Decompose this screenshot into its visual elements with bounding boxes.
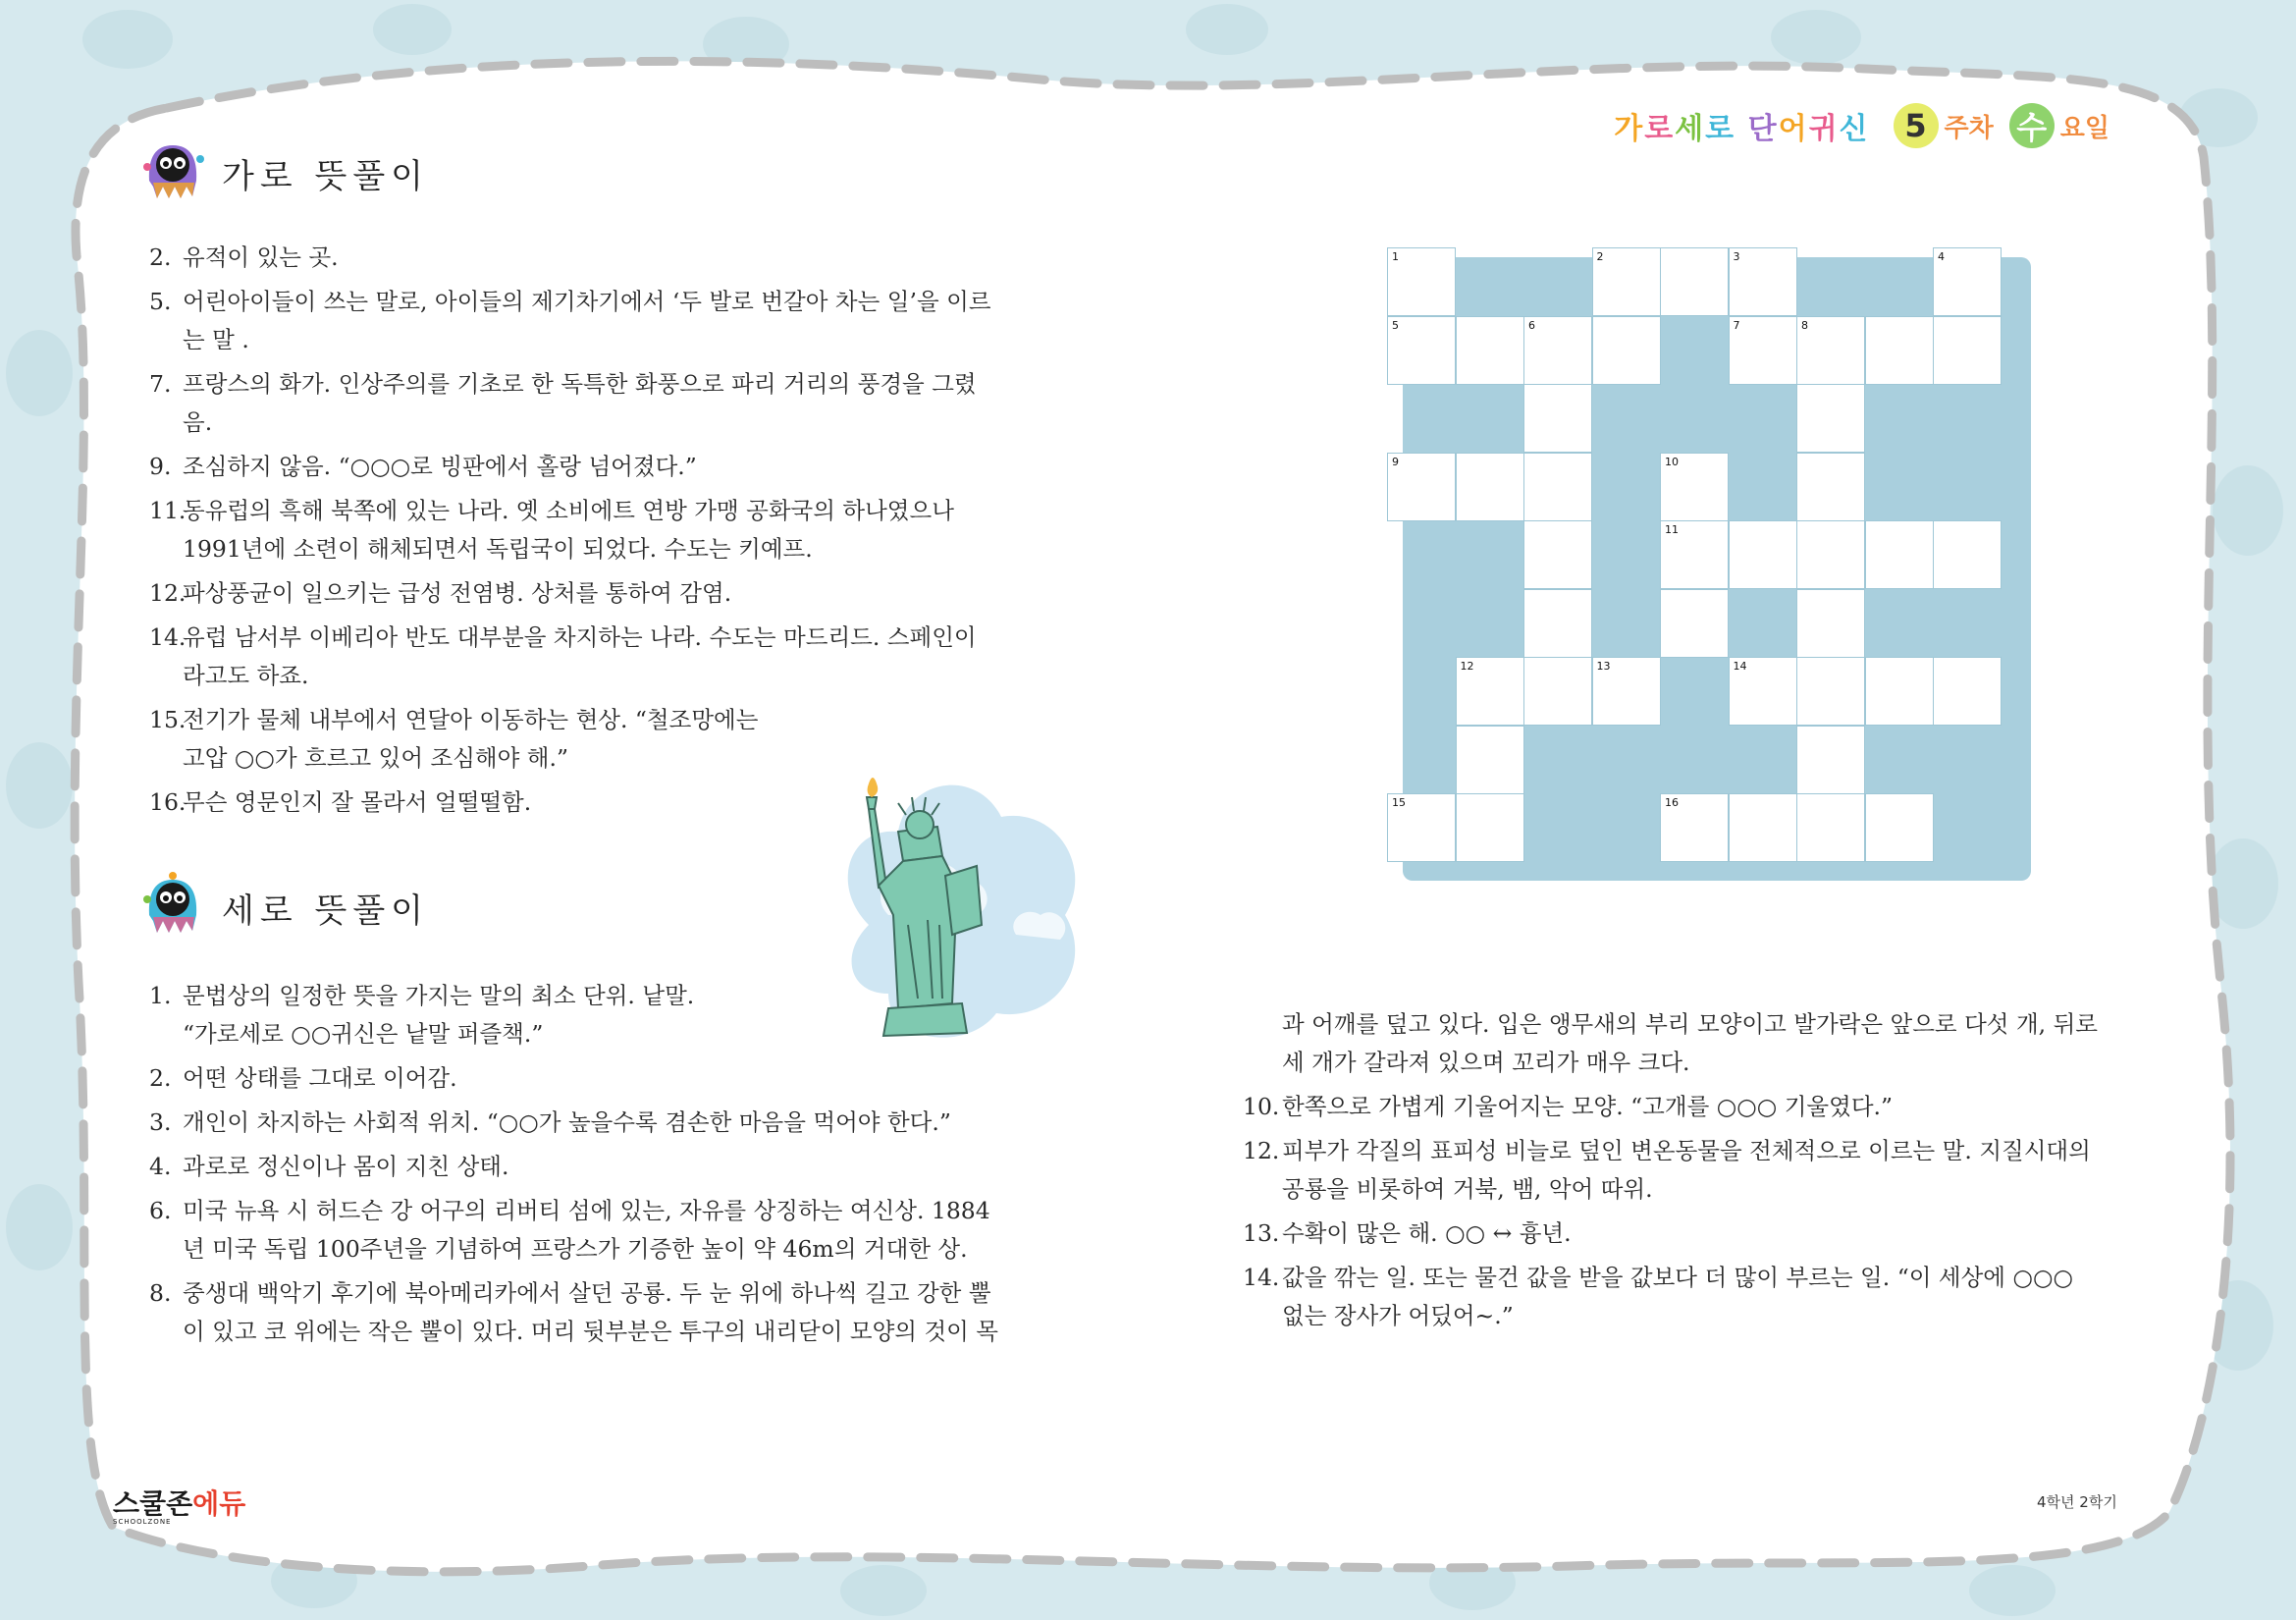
- crossword-cell[interactable]: [1523, 316, 1592, 385]
- across-clue-2: 2. 유적이 있는 곳.: [149, 243, 339, 271]
- cell-number: 9: [1392, 455, 1399, 468]
- cell-number: 7: [1733, 318, 1740, 332]
- cell-number: 1: [1392, 250, 1399, 263]
- crossword-cell[interactable]: [1796, 316, 1865, 385]
- down-clue-13: 13. 수확이 많은 해. ○○ ↔ 흉년.: [1243, 1219, 1572, 1247]
- crossword-cell[interactable]: [1660, 589, 1729, 658]
- down-clue-10: 10. 한쪽으로 가볍게 기울어지는 모양. “고개를 ○○○ 기울였다.”: [1243, 1093, 1894, 1120]
- crossword-cell[interactable]: [1865, 657, 1934, 726]
- cell-number: 5: [1392, 318, 1399, 332]
- crossword-cell[interactable]: [1523, 384, 1592, 453]
- crossword-cell[interactable]: [1592, 316, 1661, 385]
- crossword-cell[interactable]: [1523, 453, 1592, 521]
- across-clue-15: 15. 전기가 물체 내부에서 연달아 이동하는 현상. “철조망에는 고압 ○○가 흐르고 있어 조심해야 해.”: [149, 706, 759, 772]
- down-clue-12: 12. 피부가 각질의 표피성 비늘로 덮인 변온동물을 전체적으로 이르는 말. 지질시대의 공룡을 비롯하여 거북, 뱀, 악어 따위.: [1243, 1137, 2091, 1203]
- across-clue-14: 14. 유럽 남서부 이베리아 반도 대부분을 차지하는 나라. 수도는 마드리드. 스페인이 라고도 하죠.: [149, 623, 977, 689]
- crossword-cell[interactable]: [1523, 589, 1592, 658]
- across-clue-11: 11. 동유럽의 흑해 북쪽에 있는 나라. 옛 소비에트 연방 가맹 공화국의 하나였으나 1991년에 소련이 해체되면서 독립국이 되었다. 수도는 키예프.: [149, 497, 954, 563]
- crossword-cell[interactable]: [1456, 316, 1524, 385]
- crossword-cell[interactable]: [1660, 247, 1729, 316]
- crossword-cell[interactable]: [1456, 453, 1524, 521]
- across-clue-7: 7. 프랑스의 화가. 인상주의를 기초로 한 독특한 화풍으로 파리 거리의 풍경을 그렸 음.: [149, 370, 977, 436]
- down-clue-1: 1. 문법상의 일정한 뜻을 가지는 말의 최소 단위. 낱말. “가로세로 ○○귀신은 낱말 퍼즐책.”: [149, 982, 695, 1048]
- crossword-cell[interactable]: [1933, 316, 2002, 385]
- series-title: 가로세로 단어귀신: [1614, 112, 1870, 146]
- cell-number: 13: [1596, 660, 1611, 673]
- down-clue-3: 3. 개인이 차지하는 사회적 위치. “○○가 높을수록 겸손한 마음을 먹어야 한다.”: [149, 1108, 951, 1136]
- cell-number: 10: [1665, 455, 1679, 468]
- crossword-cell[interactable]: [1660, 520, 1729, 589]
- cell-number: 15: [1392, 796, 1406, 809]
- week-number-badge: 5: [1894, 103, 1939, 148]
- crossword-cell[interactable]: [1387, 316, 1456, 385]
- crossword-cell[interactable]: [1796, 793, 1865, 862]
- down-clue-2: 2. 어떤 상태를 그대로 이어감.: [149, 1064, 457, 1092]
- cell-number: 8: [1801, 318, 1808, 332]
- cell-number: 14: [1733, 660, 1747, 673]
- crossword-cell[interactable]: [1660, 453, 1729, 521]
- down-clue-8: 8. 중생대 백악기 후기에 북아메리카에서 살던 공룡. 두 눈 위에 하나씩 길고 강한 뿔 이 있고 코 위에는 작은 뿔이 있다. 머리 뒷부분은 투구의 내리닫이 모양의 것이 목: [149, 1279, 999, 1345]
- crossword-cell[interactable]: [1796, 657, 1865, 726]
- crossword-cell[interactable]: [1729, 657, 1797, 726]
- cell-number: 3: [1733, 250, 1740, 263]
- cell-number: 11: [1665, 523, 1679, 536]
- statue-of-liberty-illustration: [829, 738, 1095, 1053]
- down-clue-list-right: [1243, 1088, 2185, 1341]
- crossword-cell[interactable]: [1933, 520, 2002, 589]
- down-clue-6: 6. 미국 뉴욕 시 허드슨 강 어구의 리버티 섬에 있는, 자유를 상징하는 여신상. 1884 년 미국 독립 100주년을 기념하여 프랑스가 기증한 높이 약 46m의 거대한 상.: [149, 1197, 990, 1263]
- down-clue-4: 4. 과로로 정신이나 몸이 지친 상태.: [149, 1153, 509, 1180]
- crossword-grid: [1387, 247, 2022, 881]
- cell-number: 4: [1938, 250, 1945, 263]
- crossword-cell[interactable]: [1933, 247, 2002, 316]
- down-title-text: 세로 뜻풀이: [222, 891, 430, 931]
- crossword-cell[interactable]: [1456, 793, 1524, 862]
- crossword-cell[interactable]: [1387, 247, 1456, 316]
- crossword-cell[interactable]: [1865, 793, 1934, 862]
- cell-number: 2: [1596, 250, 1604, 263]
- down-clue-14: 14. 값을 깎는 일. 또는 물건 값을 받을 값보다 더 많이 부르는 일. “이 세상에 ○○○ 없는 장사가 어딨어~.”: [1243, 1264, 2073, 1329]
- across-clue-5: 5. 어린아이들이 쓰는 말로, 아이들의 제기차기에서 ‘두 발로 번갈아 차는 일’을 이르 는 말 .: [149, 288, 991, 353]
- crossword-cell[interactable]: [1592, 657, 1661, 726]
- crossword-cell[interactable]: [1729, 793, 1797, 862]
- crossword-cell[interactable]: [1796, 520, 1865, 589]
- cell-number: 12: [1460, 660, 1474, 673]
- ghost-mascot-icon: [137, 137, 208, 208]
- crossword-cell[interactable]: [1933, 657, 2002, 726]
- crossword-cell[interactable]: [1523, 520, 1592, 589]
- publisher-logo: 스쿨존 에듀 SCHOOLZONE: [113, 1487, 246, 1526]
- crossword-cell[interactable]: [1592, 247, 1661, 316]
- day-label: 요일: [2059, 113, 2109, 143]
- crossword-cell[interactable]: [1456, 726, 1524, 794]
- across-clue-9: 9. 조심하지 않음. “○○○로 빙판에서 홀랑 넘어졌다.”: [149, 453, 697, 480]
- cell-number: 16: [1665, 796, 1679, 809]
- across-clue-12: 12. 파상풍균이 일으키는 급성 전염병. 상처를 통하여 감염.: [149, 579, 732, 607]
- down-clue-8-continuation: 과 어깨를 덮고 있다. 입은 앵무새의 부리 모양이고 발가락은 앞으로 다섯 개, 뒤로 세 개가 갈라져 있으며 꼬리가 매우 크다.: [1282, 1010, 2099, 1076]
- crossword-cell[interactable]: [1865, 316, 1934, 385]
- crossword-cell[interactable]: [1387, 453, 1456, 521]
- across-clue-16: 16. 무슨 영문인지 잘 몰라서 얼떨떨함.: [149, 788, 532, 816]
- crossword-cell[interactable]: [1729, 316, 1797, 385]
- crossword-cell[interactable]: [1660, 793, 1729, 862]
- crossword-cell[interactable]: [1456, 657, 1524, 726]
- ghost-mascot-icon: [137, 872, 208, 943]
- across-title-text: 가로 뜻풀이: [222, 156, 430, 196]
- down-section-title: [137, 872, 429, 943]
- crossword-cell[interactable]: [1796, 453, 1865, 521]
- crossword-cell[interactable]: [1796, 384, 1865, 453]
- day-badge: 수: [2009, 103, 2055, 148]
- crossword-cell[interactable]: [1387, 793, 1456, 862]
- worksheet-header: [1614, 101, 2109, 150]
- grade-label: 4학년 2학기: [2037, 1493, 2117, 1511]
- crossword-cell[interactable]: [1865, 520, 1934, 589]
- crossword-cell[interactable]: [1729, 247, 1797, 316]
- crossword-cell[interactable]: [1796, 726, 1865, 794]
- crossword-cell[interactable]: [1729, 520, 1797, 589]
- across-section-title: [137, 137, 429, 208]
- crossword-cell[interactable]: [1796, 589, 1865, 658]
- cell-number: 6: [1528, 318, 1535, 332]
- crossword-cell[interactable]: [1523, 657, 1592, 726]
- week-label: 주차: [1944, 113, 1994, 143]
